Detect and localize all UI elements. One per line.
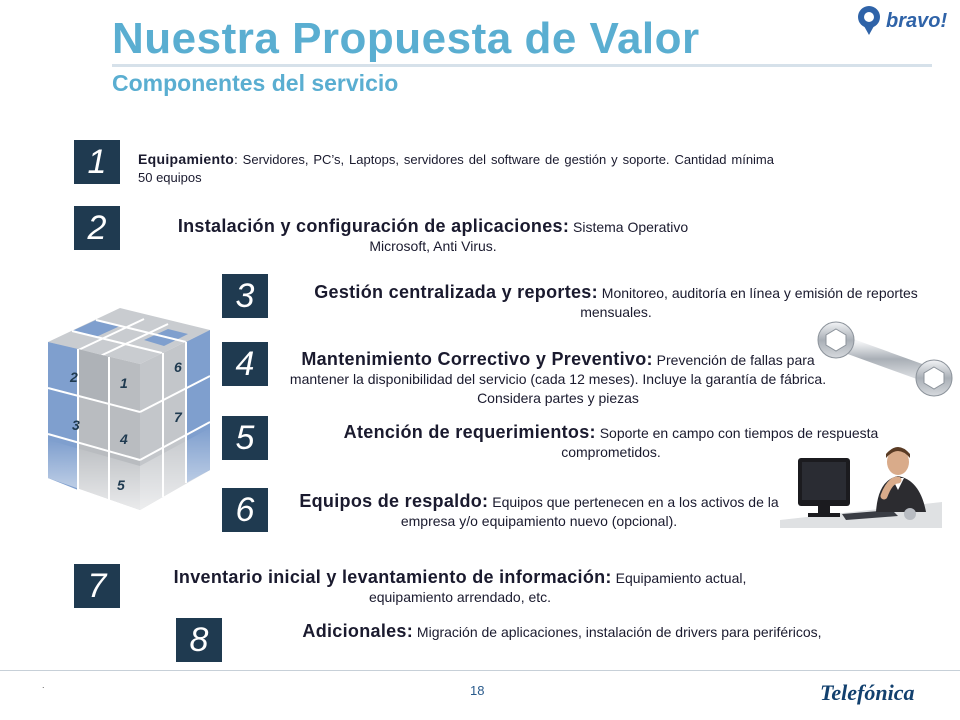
- item-description: : Servidores, PC’s, Laptops, servidores del software de gestión y soporte. Cantidad mínima 50 equipos: [138, 152, 774, 185]
- item-title: Mantenimiento Correctivo y Preventivo:: [301, 349, 653, 369]
- cube-label-6: 6: [174, 359, 182, 375]
- item-number-badge: 2: [74, 206, 120, 250]
- item-description: Soporte en campo con tiempos de respuesta comprometidos.: [561, 425, 879, 460]
- item-number-badge: 5: [222, 416, 268, 460]
- item-description: Migración de aplicaciones, instalación de drivers para periféricos,: [413, 624, 822, 640]
- item-number-badge: 4: [222, 342, 268, 386]
- cube-illustration: [28, 300, 218, 520]
- item-description: Equipos que pertenecen en a los activos de la empresa y/o equipamiento nuevo (opcional).: [400, 494, 779, 529]
- item-title: Equipos de respaldo:: [299, 491, 489, 511]
- cube-label-2: 2: [70, 369, 78, 385]
- item-instalacion: [148, 217, 718, 256]
- item-number-badge: 6: [222, 488, 268, 532]
- item-inventario: [168, 568, 752, 607]
- item-title: Equipamiento: [138, 151, 235, 167]
- item-description: Equipamiento actual, equipamiento arrendado, etc.: [368, 570, 747, 605]
- item-number-badge: 7: [74, 564, 120, 608]
- item-title: Instalación y configuración de aplicaciones:: [177, 216, 570, 236]
- telefonica-logo: Telefónica: [820, 680, 915, 705]
- item-title: Gestión centralizada y reportes:: [314, 282, 598, 302]
- item-description: Sistema Operativo Microsoft, Anti Virus.: [369, 219, 689, 254]
- bravo-logo-text: bravo!: [886, 10, 948, 32]
- page-number: 18: [470, 683, 485, 698]
- item-title: Adicionales:: [302, 621, 414, 641]
- item-title: Atención de requerimientos:: [343, 422, 596, 442]
- item-description: Monitoreo, auditoría en línea y emisión de reportes mensuales.: [580, 285, 918, 320]
- item-mantenimiento: [288, 350, 828, 408]
- item-title: Inventario inicial y levantamiento de información:: [173, 567, 612, 587]
- cube-label-3: 3: [72, 417, 80, 433]
- bravo-logo: [856, 4, 946, 38]
- bravo-logo-icon: [856, 4, 882, 36]
- item-respaldo: [294, 492, 784, 531]
- footer-divider: [0, 670, 960, 671]
- page-title: Nuestra Propuesta de Valor: [112, 14, 700, 63]
- title-divider: [112, 64, 932, 67]
- item-number-badge: 8: [176, 618, 222, 662]
- person-at-computer-illustration: [780, 440, 942, 528]
- item-number-badge: 3: [222, 274, 268, 318]
- item-adicionales: [262, 622, 862, 642]
- item-number-badge: 1: [74, 140, 120, 184]
- item-gestion: [306, 283, 926, 322]
- cube-label-4: 4: [120, 431, 128, 447]
- item-equipamiento: [138, 150, 774, 187]
- cube-label-5: 5: [117, 477, 125, 493]
- item-description: Prevención de fallas para mantener la disponibilidad del servicio (cada 12 meses). Incluye la garantía de fábrica. Considera partes y piezas: [289, 352, 827, 406]
- cube-label-1: 1: [120, 375, 128, 391]
- cube-label-7: 7: [174, 409, 182, 425]
- wrench-icon: [812, 320, 960, 400]
- page-subtitle: Componentes del servicio: [112, 70, 399, 96]
- footer-dot: .: [42, 680, 45, 690]
